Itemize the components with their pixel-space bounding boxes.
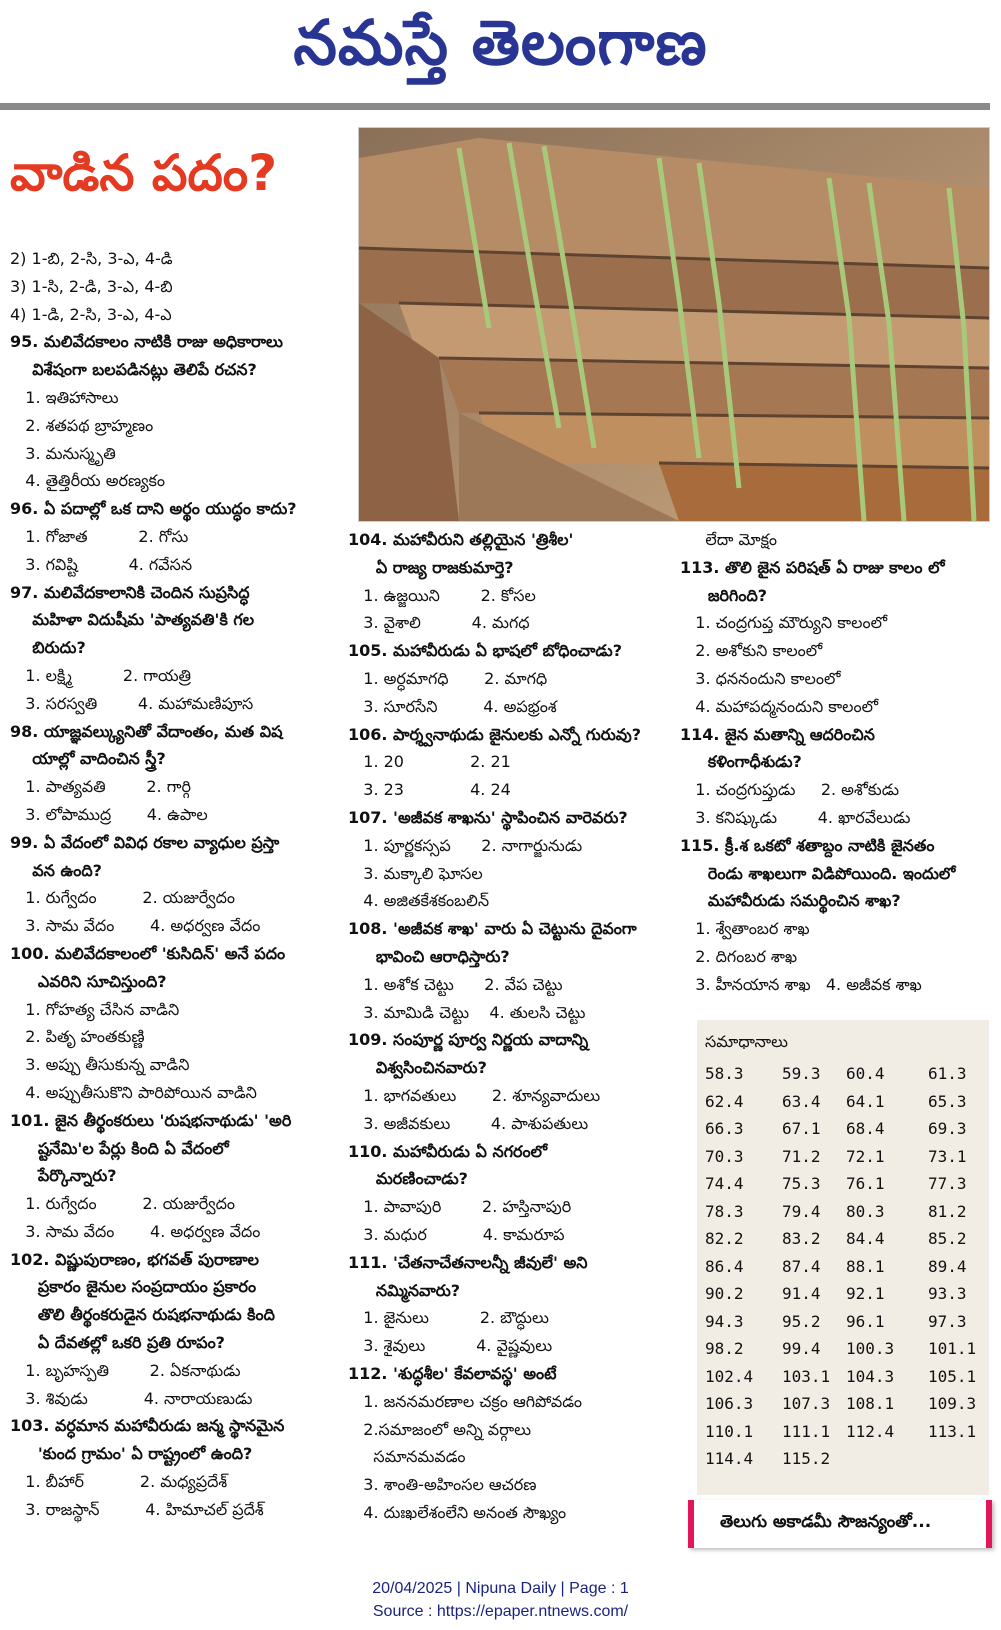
answer-cell: 109.3 <box>928 1394 977 1413</box>
option-line: 3. అజీవకులు 4. పాశుపతులు <box>348 1113 589 1133</box>
question-line: 106. పార్శ్వనాథుడు జైనులకు ఎన్నో గురువు? <box>348 724 642 744</box>
answer-cell: 61.3 <box>928 1064 967 1083</box>
option-line: 4. దుఃఖలేశంలేని అనంత సౌఖ్యం <box>348 1502 567 1522</box>
answer-cell: 100.3 <box>846 1339 895 1358</box>
option-line: 1. రుగ్వేదం 2. యజుర్వేదం <box>10 1194 236 1214</box>
answer-cell: 62.4 <box>705 1091 744 1111</box>
answer-cell: 63.4 <box>782 1091 821 1111</box>
answer-cell: 71.2 <box>782 1146 821 1166</box>
option-line: 2) 1-బి, 2-సి, 3-ఎ, 4-డి <box>10 249 173 268</box>
questions-column-3 <box>680 526 1000 999</box>
option-line: 1. పావాపురి 2. హస్తినాపురి <box>348 1197 572 1217</box>
option-line: 1. లక్ష్మి 2. గాయత్రి <box>10 665 192 685</box>
question-line: విశ్వసించినవారు? <box>348 1058 487 1078</box>
option-line: 1. పూర్ణకస్సప 2. నాగార్జునుడు <box>348 835 583 855</box>
answer-cell: 70.3 <box>705 1146 744 1166</box>
answer-cell: 67.1 <box>782 1119 821 1138</box>
question-line: ఏ దేవతల్లో ఒకరి ప్రతి రూపం? <box>10 1333 225 1353</box>
option-line: 2.సమాజంలో అన్ని వర్గాలు <box>348 1419 531 1439</box>
answer-cell: 80.3 <box>846 1201 885 1221</box>
question-line: 115. క్రీ.శ ఒకటో శతాబ్దం నాటికి జైనతం <box>680 835 935 855</box>
answer-cell: 82.2 <box>705 1229 744 1248</box>
answer-cell: 94.3 <box>705 1311 744 1331</box>
answer-cell: 95.2 <box>782 1311 821 1331</box>
answer-cell: 115.2 <box>782 1449 831 1468</box>
answer-cell: 99.4 <box>782 1339 821 1358</box>
answer-cell: 93.3 <box>928 1284 967 1303</box>
answer-cell: 77.3 <box>928 1174 967 1193</box>
masthead-title: నమస్తే తెలంగాణ <box>293 6 708 79</box>
option-line: 1. ఇతిహాసాలు <box>10 387 119 407</box>
option-line: 1. రుగ్వేదం 2. యజుర్వేదం <box>10 888 236 908</box>
option-line: 1. అర్ధమాగధి 2. మాగధి <box>348 668 548 688</box>
answer-cell: 64.1 <box>846 1091 885 1111</box>
answer-cell: 68.4 <box>846 1119 885 1138</box>
answer-cell: 102.4 <box>705 1366 754 1386</box>
option-line: 1. చంద్రగుప్తుడు 2. అశోకుడు <box>680 780 900 800</box>
option-line: 1. జననమరణాల చక్రం ఆగిపోవడం <box>348 1391 582 1411</box>
answer-cell: 98.2 <box>705 1339 744 1358</box>
option-line: 3. కనిష్కుడు 4. ఖారవేలుడు <box>680 807 911 827</box>
option-line: 1. ఉజ్జయిని 2. కోసల <box>348 585 536 605</box>
answer-cell: 92.1 <box>846 1284 885 1303</box>
option-line: 3. శైవులు 4. వైష్ణవులు <box>348 1336 553 1356</box>
answer-cell: 66.3 <box>705 1119 744 1138</box>
footer-source: Source : https://epaper.ntnews.com/ <box>372 1603 629 1620</box>
option-line: 3. హీనయాన శాఖ 4. అజీవక శాఖ <box>680 974 922 994</box>
option-line: 3. రాజస్థాన్ 4. హిమాచల్ ప్రదేశ్ <box>10 1499 264 1519</box>
answer-cell: 105.1 <box>928 1366 977 1386</box>
option-line: 1. బీహార్ 2. మధ్యప్రదేశ్ <box>10 1472 228 1492</box>
question-line: 103. వర్ధమాన మహావీరుడు జన్మ స్థానమైన <box>10 1416 285 1436</box>
question-line: ష్టనేమి'ల పేర్లు కింది ఏ వేదంలో <box>10 1138 229 1158</box>
answer-cell: 65.3 <box>928 1091 967 1111</box>
question-line: వన ఉంది? <box>10 860 102 880</box>
option-line: 4) 1-డి, 2-సి, 3-ఎ, 4-ఎ <box>10 304 172 324</box>
option-line: 1. 20 2. 21 <box>348 752 511 772</box>
answer-cell: 69.3 <box>928 1119 967 1138</box>
question-line: జరిగింది? <box>680 585 768 605</box>
answer-cell: 96.1 <box>846 1311 885 1331</box>
option-line: 3. శాంతి-అహింసల ఆచరణ <box>348 1475 537 1495</box>
option-line: 2. అశోకుని కాలంలో <box>680 641 823 661</box>
question-line: కళింగాధీశుడు? <box>680 752 802 772</box>
answer-cell: 91.4 <box>782 1284 821 1303</box>
answer-cell: 86.4 <box>705 1256 744 1276</box>
answer-cell: 110.1 <box>705 1421 754 1441</box>
answer-cell: 114.4 <box>705 1449 754 1468</box>
answer-cell: 111.1 <box>782 1421 831 1441</box>
answer-cell: 85.2 <box>928 1229 967 1248</box>
question-line: 105. మహావీరుడు ఏ భాషలో బోధించాడు? <box>348 641 622 661</box>
option-line: 3. మామిడి చెట్టు 4. తులసి చెట్టు <box>348 1002 586 1022</box>
question-line: 99. ఏ వేదంలో వివిధ రకాల వ్యాధుల ప్రస్తా <box>10 832 280 852</box>
question-line: 108. 'అజీవక శాఖ' వారు ఏ చెట్టును దైవంగా <box>348 919 637 939</box>
questions-column-2 <box>348 526 678 1527</box>
headline: వాడిన పదం? <box>10 144 278 202</box>
answer-cell: 113.1 <box>928 1421 977 1441</box>
question-line: 112. 'శుద్ధశీల' కేవలావస్థ' అంటే <box>348 1363 557 1383</box>
masthead <box>0 0 1001 104</box>
answer-cell: 81.2 <box>928 1201 967 1221</box>
question-line: యాల్లో వాదించిన స్త్రీ? <box>10 749 166 769</box>
answer-cell: 104.3 <box>846 1366 895 1386</box>
question-line: భావించి ఆరాధిస్తారు? <box>348 946 510 966</box>
answer-cell: 90.2 <box>705 1284 744 1303</box>
option-line: 3. శివుడు 4. నారాయణుడు <box>10 1388 253 1408</box>
option-line: 3. మనుస్మృతి <box>10 443 116 463</box>
masthead-divider <box>0 103 990 110</box>
option-line: 1. బృహస్పతి 2. ఏకనాథుడు <box>10 1360 241 1380</box>
question-line: మరణించాడు? <box>348 1169 468 1189</box>
question-line: ప్రకారం జైనుల సంప్రదాయం ప్రకారం <box>10 1277 257 1297</box>
question-line: 97. మలివేదకాలానికి చెందిన సుప్రసిద్ధ <box>10 582 250 602</box>
option-line: లేదా మోక్షం <box>680 530 778 549</box>
answer-cell: 73.1 <box>928 1146 967 1166</box>
palm-leaf-manuscripts-photo <box>358 127 990 522</box>
option-line: 1. గోజాత 2. గోసు <box>10 526 189 546</box>
option-line: 4. తైత్తిరీయ అరణ్యకం <box>10 471 166 491</box>
option-line: 3. అప్పు తీసుకున్న వాడిని <box>10 1055 190 1075</box>
answer-cell: 76.1 <box>846 1174 885 1193</box>
option-line: 1. జైనులు 2. బౌద్ధులు <box>348 1308 549 1328</box>
questions-column-1 <box>10 245 350 1524</box>
answer-cell: 59.3 <box>782 1064 821 1083</box>
option-line: 3. సరస్వతి 4. మహామణిపూస <box>10 693 254 713</box>
answer-cell: 83.2 <box>782 1229 821 1248</box>
answer-cell: 58.3 <box>705 1064 744 1083</box>
answer-cell: 78.3 <box>705 1201 744 1221</box>
question-line: 96. ఏ పదాల్లో ఒక దాని అర్థం యుద్ధం కాదు? <box>10 499 297 519</box>
answer-cell: 112.4 <box>846 1421 895 1441</box>
question-line: 114. జైన మతాన్ని ఆదరించిన <box>680 724 875 744</box>
answer-cell: 84.4 <box>846 1229 885 1248</box>
question-line: 98. యాజ్ఞవల్క్యునితో వేదాంతం, మత విష <box>10 721 283 741</box>
option-line: 3) 1-సి, 2-డి, 3-ఎ, 4-బి <box>10 276 173 296</box>
option-line: 1. భాగవతులు 2. శూన్యవాదులు <box>348 1085 601 1105</box>
credit-text: తెలుగు అకాడమీ సౌజన్యంతో... <box>720 1512 932 1532</box>
answers-title: సమాధానాలు <box>705 1032 788 1051</box>
option-line: సమానమవడం <box>348 1447 466 1467</box>
question-line: పేర్కొన్నారు? <box>10 1166 117 1186</box>
answer-cell: 108.1 <box>846 1394 895 1413</box>
option-line: 2. శతపథ బ్రాహ్మణం <box>10 415 154 435</box>
question-line: విశేషంగా బలపడినట్లు తెలిపే రచన? <box>10 360 257 380</box>
answer-cell: 89.4 <box>928 1256 967 1276</box>
question-line: 102. విష్ణుపురాణం, భగవత్ పురాణాల <box>10 1249 259 1269</box>
question-line: 104. మహావీరుని తల్లియైన 'త్రిశీల' <box>348 530 574 549</box>
option-line: 3. ధననందుని కాలంలో <box>680 668 841 688</box>
answer-cell: 107.3 <box>782 1394 831 1413</box>
question-line: బిరుదు? <box>10 638 86 658</box>
question-line: 95. మలివేదకాలం నాటికి రాజు అధికారాలు <box>10 332 283 352</box>
answer-cell: 97.3 <box>928 1311 967 1331</box>
question-line: ఎవరిని సూచిస్తుంది? <box>10 971 167 991</box>
option-line: 3. వైశాలి 4. మగధ <box>348 613 530 633</box>
question-line: 100. మలివేదకాలంలో 'కుసిదిన్' అనే పదం <box>10 943 286 963</box>
option-line: 3. 23 4. 24 <box>348 780 511 800</box>
question-line: 109. సంపూర్ణ పూర్వ నిర్ణయ వాదాన్ని <box>348 1030 589 1050</box>
option-line: 4. అజితకేశకంబలిన్ <box>348 891 490 911</box>
question-line: 111. 'చేతనాచేతనాలన్నీ జీవులే' అని <box>348 1252 588 1272</box>
option-line: 3. సామ వేదం 4. అధర్వణ వేదం <box>10 916 261 936</box>
answer-cell: 88.1 <box>846 1256 885 1276</box>
question-line: 107. 'అజీవక శాఖను' స్థాపించిన వారెవరు? <box>348 807 628 827</box>
option-line: 4. అప్పుతీసుకొని పారిపోయిన వాడిని <box>10 1082 257 1102</box>
answer-cell: 60.4 <box>846 1064 885 1083</box>
answer-cell: 87.4 <box>782 1256 821 1276</box>
option-line: 3. మక్కాలి ఘోసల <box>348 863 483 883</box>
question-line: 113. తొలి జైన పరిషత్ ఏ రాజు కాలం లో <box>680 557 945 577</box>
question-line: నమ్మినవారు? <box>348 1280 461 1300</box>
footer-date-page: 20/04/2025 | Nipuna Daily | Page : 1 <box>372 1580 629 1597</box>
answer-cell: 106.3 <box>705 1394 754 1413</box>
question-line: 110. మహావీరుడు ఏ నగరంలో <box>348 1141 548 1161</box>
option-line: 1. అశోక చెట్టు 2. వేప చెట్టు <box>348 974 563 994</box>
question-line: రెండు శాఖలుగా విడిపోయింది. ఇందులో <box>680 863 956 883</box>
option-line: 1. గోహత్య చేసిన వాడిని <box>10 999 180 1019</box>
answer-cell: 101.1 <box>928 1339 977 1358</box>
option-line: 3. మధుర 4. కామరూప <box>348 1224 565 1244</box>
answer-cell: 103.1 <box>782 1366 831 1386</box>
question-line: 101. జైన తీర్థంకరులు 'రుషభనాథుడు' 'అరి <box>10 1110 292 1130</box>
option-line: 1. పాత్యవతి 2. గార్గి <box>10 777 191 797</box>
question-line: తొలి తీర్థంకరుడైన రుషభనాథుడు కింది <box>10 1305 275 1325</box>
option-line: 2. దిగంబర శాఖ <box>680 946 798 966</box>
answer-cell: 74.4 <box>705 1174 744 1193</box>
option-line: 2. పితృ హంతకుణ్ణి <box>10 1027 145 1047</box>
question-line: మహావీరుడు సమర్థించిన శాఖ? <box>680 891 901 911</box>
answer-cell: 75.3 <box>782 1174 821 1193</box>
option-line: 1. శ్వేతాంబర శాఖ <box>680 919 810 939</box>
answer-cell: 72.1 <box>846 1146 885 1166</box>
option-line: 3. సామ వేదం 4. అధర్వణ వేదం <box>10 1221 261 1241</box>
option-line: 3. గవిష్టి 4. గవేసన <box>10 554 193 574</box>
question-line: మహిళా విదుషీమ 'పాత్యవతి'కి గల <box>10 610 255 630</box>
question-line: 'కుంద గ్రామం' ఏ రాష్ట్రంలో ఉంది? <box>10 1444 253 1464</box>
option-line: 3. సూరసేని 4. అపభ్రంశ <box>348 696 557 716</box>
option-line: 1. చంద్రగుప్త మౌర్యుని కాలంలో <box>680 613 888 633</box>
answer-cell: 79.4 <box>782 1201 821 1221</box>
option-line: 3. లోపాముద్ర 4. ఉపాల <box>10 804 208 824</box>
credit-box <box>688 1500 992 1548</box>
question-line: ఏ రాజ్య రాజకుమార్తె? <box>348 557 514 577</box>
option-line: 4. మహాపద్మనందుని కాలంలో <box>680 696 879 716</box>
